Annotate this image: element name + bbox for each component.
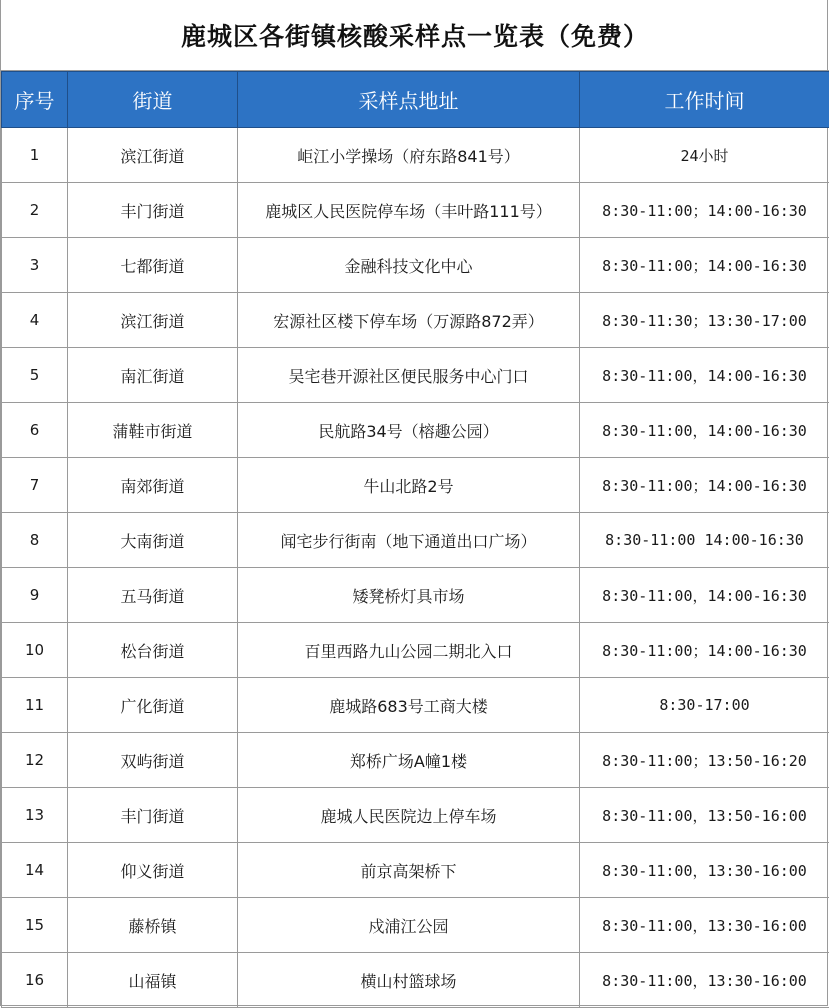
- row-index-cell: 9: [2, 568, 68, 623]
- address-cell: 郑桥广场A幢1楼: [238, 733, 580, 788]
- row-index-cell: 16: [2, 953, 68, 1008]
- address-cell: 鹿城人民医院边上停车场: [238, 788, 580, 843]
- street-cell: 广化街道: [68, 678, 238, 733]
- address-cell: 吴宅巷开源社区便民服务中心门口: [238, 348, 580, 403]
- address-cell: 金融科技文化中心: [238, 238, 580, 293]
- column-header-hours: 工作时间: [580, 72, 829, 128]
- address-cell: 前京高架桥下: [238, 843, 580, 898]
- sampling-sites-table: [1, 71, 829, 1008]
- row-index-cell: 13: [2, 788, 68, 843]
- street-cell: 藤桥镇: [68, 898, 238, 953]
- hours-cell: 8:30-11:00，14:00-16:30: [580, 403, 829, 458]
- row-index-cell: 12: [2, 733, 68, 788]
- address-cell: 牛山北路2号: [238, 458, 580, 513]
- street-cell: 双屿街道: [68, 733, 238, 788]
- page-title: 鹿城区各街镇核酸采样点一览表（免费）: [1, 0, 829, 71]
- column-header-street: 街道: [68, 72, 238, 128]
- table-row: [2, 568, 829, 623]
- street-cell: 丰门街道: [68, 788, 238, 843]
- street-cell: 南汇街道: [68, 348, 238, 403]
- row-index-cell: 3: [2, 238, 68, 293]
- column-header-index: 序号: [2, 72, 68, 128]
- hours-cell: 8:30-11:30；13:30-17:00: [580, 293, 829, 348]
- row-index-cell: 8: [2, 513, 68, 568]
- table-header-row: [2, 72, 829, 128]
- row-index-cell: 15: [2, 898, 68, 953]
- row-index-cell: 11: [2, 678, 68, 733]
- street-cell: 仰义街道: [68, 843, 238, 898]
- hours-cell: 8:30-11:00；14:00-16:30: [580, 623, 829, 678]
- street-cell: 丰门街道: [68, 183, 238, 238]
- hours-cell: 8:30-11:00；13:50-16:20: [580, 733, 829, 788]
- row-index-cell: 10: [2, 623, 68, 678]
- row-index-cell: 5: [2, 348, 68, 403]
- row-index-cell: 4: [2, 293, 68, 348]
- hours-cell: 8:30-11:00，13:30-16:00: [580, 843, 829, 898]
- hours-cell: 8:30-11:00 14:00-16:30: [580, 513, 829, 568]
- table-row: [2, 953, 829, 1008]
- table-row: [2, 183, 829, 238]
- table-row: [2, 678, 829, 733]
- row-index-cell: 2: [2, 183, 68, 238]
- row-index-cell: 1: [2, 128, 68, 183]
- table-row: [2, 788, 829, 843]
- hours-cell: 8:30-11:00，13:30-16:00: [580, 953, 829, 1008]
- street-cell: 滨江街道: [68, 293, 238, 348]
- hours-cell: 8:30-11:00，14:00-16:30: [580, 568, 829, 623]
- address-cell: 闻宅步行街南（地下通道出口广场）: [238, 513, 580, 568]
- street-cell: 南郊街道: [68, 458, 238, 513]
- hours-cell: 8:30-11:00；14:00-16:30: [580, 238, 829, 293]
- table-row: [2, 403, 829, 458]
- street-cell: 山福镇: [68, 953, 238, 1008]
- table-row: [2, 843, 829, 898]
- address-cell: 百里西路九山公园二期北入口: [238, 623, 580, 678]
- address-cell: 鹿城区人民医院停车场（丰叶路111号）: [238, 183, 580, 238]
- address-cell: 鹿城路683号工商大楼: [238, 678, 580, 733]
- table-row: [2, 293, 829, 348]
- table-row: [2, 733, 829, 788]
- table-row: [2, 898, 829, 953]
- table-row: [2, 513, 829, 568]
- address-cell: 岠江小学操场（府东路841号）: [238, 128, 580, 183]
- hours-cell: 8:30-11:00，14:00-16:30: [580, 348, 829, 403]
- address-cell: 民航路34号（榕趣公园）: [238, 403, 580, 458]
- hours-cell: 8:30-11:00，13:50-16:00: [580, 788, 829, 843]
- table-row: [2, 623, 829, 678]
- street-cell: 蒲鞋市街道: [68, 403, 238, 458]
- street-cell: 滨江街道: [68, 128, 238, 183]
- table-row: [2, 238, 829, 293]
- table-row: [2, 348, 829, 403]
- row-index-cell: 14: [2, 843, 68, 898]
- row-index-cell: 6: [2, 403, 68, 458]
- street-cell: 五马街道: [68, 568, 238, 623]
- hours-cell: 8:30-11:00；14:00-16:30: [580, 183, 829, 238]
- address-cell: 矮凳桥灯具市场: [238, 568, 580, 623]
- address-cell: 横山村篮球场: [238, 953, 580, 1008]
- column-header-address: 采样点地址: [238, 72, 580, 128]
- table-row: [2, 458, 829, 513]
- table-row: [2, 128, 829, 183]
- hours-cell: 8:30-11:00；14:00-16:30: [580, 458, 829, 513]
- street-cell: 七都街道: [68, 238, 238, 293]
- street-cell: 松台街道: [68, 623, 238, 678]
- hours-cell: 8:30-11:00，13:30-16:00: [580, 898, 829, 953]
- table-body: [2, 128, 829, 1008]
- address-cell: 戍浦江公园: [238, 898, 580, 953]
- address-cell: 宏源社区楼下停车场（万源路872弄）: [238, 293, 580, 348]
- hours-cell: 24小时: [580, 128, 829, 183]
- row-index-cell: 7: [2, 458, 68, 513]
- hours-cell: 8:30-17:00: [580, 678, 829, 733]
- street-cell: 大南街道: [68, 513, 238, 568]
